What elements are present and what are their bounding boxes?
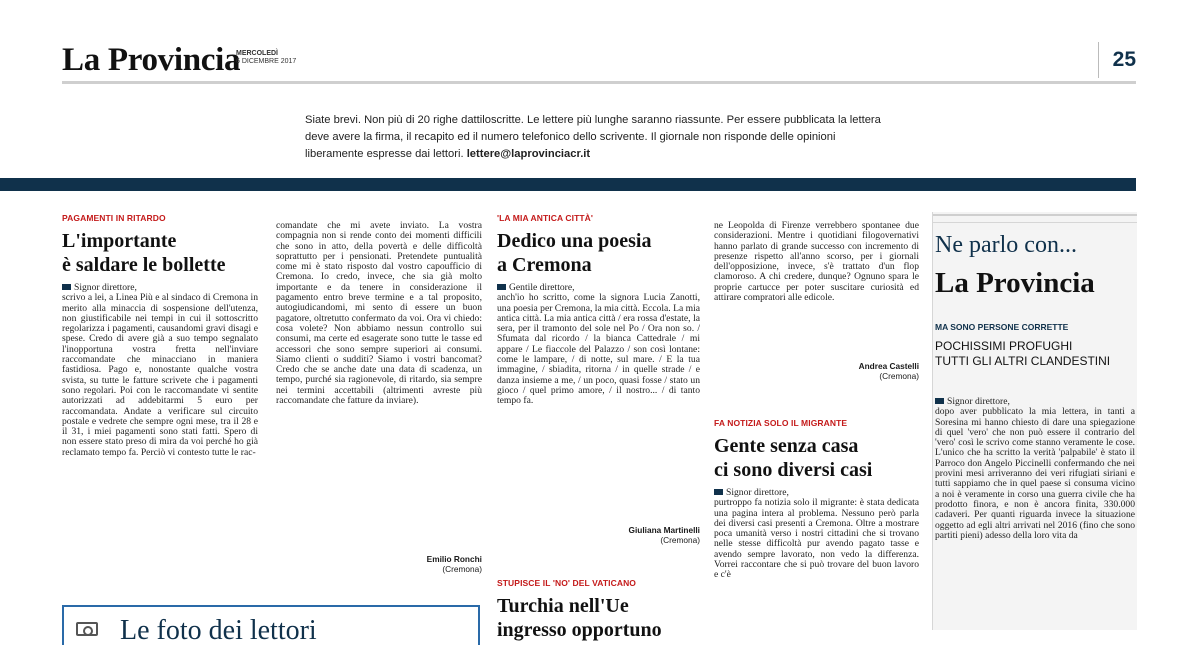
article-salutation: Gentile direttore, [509,283,575,293]
author-city: (Cremona) [879,371,919,381]
article-body-continued: comandate che mi avete inviato. La vostra compagnia non si rende conto dei momenti difficili che sono in atto, della povertà e delle difficoltà soprattutto per i pensionati. Pretendete puntualità come mi è stato risposto dal vostro capoufficio di Cremona. Io credo, invece, che sia già molto importante e da tenere in considerazione il pagamento entro breve termine e a tal proposito, autogiudicandomi, mi sento di essere un buon pagatore, oltretutto confermato da voi. Ora vi chiedo: cosa volete? Non abbiamo nessun controllo sui consumi, ma certe ed esagerate sono tutte le tasse ed accessori che sono sempre superiori ai consumi. Siamo clienti o sudditi? Siamo i vostri bancomat? Credo che se anche date una data di scadenza, un tempo, purché sia ragionevole, di ritardo, sia sempre nei termini accettabili (altrimenti avreste più raccomandate che fatture da inviare). [276,221,482,407]
camera-icon [76,622,98,636]
sidebar-kicker: MA SONO PERSONE CORRETTE [935,322,1069,332]
article-signature [714,361,919,381]
author-city: (Cremona) [442,564,482,574]
article-body [497,283,700,519]
masthead [62,42,1136,88]
article-kicker: FA NOTIZIA SOLO IL MIGRANTE [714,418,848,428]
masthead-divider [1098,42,1099,78]
issue-weekday: MERCOLEDÌ [236,50,278,57]
newspaper-title: La Provincia [62,42,241,78]
article-kicker: STUPISCE IL 'NO' DEL VATICANO [497,578,637,588]
issue-date [236,50,296,66]
sidebar-ne-parlo [932,212,1137,630]
article-kicker: 'LA MIA ANTICA CITTÀ' [497,213,594,223]
article-body [62,283,258,579]
reader-photos-title: Le foto dei lettori [120,615,317,646]
article-body-continued: ne Leopolda di Firenze verrebbero spontanee due considerazioni. Mentre i quotidiani filogovernativi hanno parlato di grande successo con incremento di presenze rispetto all'anno scorso, per i giornali dell'opposizione, invece, s'è trattato d'un flop clamoroso. A chi credere, dunque? Ognuno spara le proprie cartucce per poter suscitare curiosità ed attirare compratori alle edicole. [714,221,919,304]
author-name: Emilio Ronchi [426,554,482,564]
author-name: Andrea Castelli [858,361,919,371]
article-turchia [497,578,700,648]
article-headline: Turchia nell'Ue ingresso opportuno [497,595,662,641]
article-headline: Gente senza casa ci sono diversi casi [714,435,873,481]
article-text: scrivo a lei, a Linea Più e al sindaco di Cremona in merito alla minaccia di sospensione dell'utenza, non giustificabile nei tempi in cui il sottoscritto regolarizza i pagamenti, causandomi gravi disagi e spese. Credo di avere già a suo tempo segnalato l'inopportuna vostra fretta nell'inviare raccomandate che minacciano in maniera fastidiosa. Pago e, nonostante qualche vostra svista, su tutte le fatture scrivete che i pagamenti sono regolari. Poi con le raccomandate vi sentite autorizzati ad addebitarmi 5 euro per raccomandata. Andate a verificare sul circuito postale e vedrete che sempre ogni mese, tra il 28 e il 31, i miei pagamenti sono stati fatti. Spero di non essere stato preso di mira da voi perché ho già reclamato tempo fa. Perciò vi contesto tutte le rac- [62,292,258,458]
bullet-square [62,284,71,290]
masthead-rule [62,81,1136,84]
author-city: (Cremona) [660,535,700,545]
sidebar-text: dopo aver pubblicato la mia lettera, in tanti a Soresina mi hanno chiesto di dare una spiegazione di quel 'vero' che non può essere il contrario del 'vero' così le scrivo come stanno veramente le cose. L'unico che ha scritto la verità 'palpabile' è stato il Parroco don Angelo Piccinelli confermando che nei provini mesi arriveranno dei veri rifugiati siriani e tutti sappiamo che in quel paese si consuma vicino a noi è veramente in corso una guerra civile che ha prodotto finora, e non è ancora finita, 330.000 cadaveri. Per quanti riguarda invece la situazione oggetto ad egli altri arrivati nel 2016 (fino che sono partiti pieni) adesso della loro vita da [935,406,1135,541]
article-poesia [497,213,700,545]
reader-photos-box [62,605,480,645]
article-text: purtroppo fa notizia solo il migrante: è stata dedicata una pagina intera al problema. Nessuno però parla dei diversi casi presenti a Cremona. Oltre a mostrare poca umanità verso i nostri cittadini che si trovano nelle stesse difficoltà pur avendo pagato tasse e avendo sempre lavorato, non vedo la differenza. Vorrei raccontare che si può trovare del buon lavoro e c'è [714,497,919,581]
sidebar-salutation: Signor direttore, [947,397,1010,407]
article-kicker: PAGAMENTI IN RITARDO [62,213,166,223]
article-pagamenti [62,213,258,579]
article-headline: L'importante è saldare le bollette [62,230,226,276]
article-migrante [714,418,919,638]
letters-email: lettere@laprovinciacr.it [466,148,591,160]
issue-date-text: 6 DICEMBRE 2017 [236,58,297,65]
letters-policy-text: Siate brevi. Non più di 20 righe dattiloscritte. Le lettere più lunghe saranno riassunte. Per essere pubblicata la lettera deve avere la firma, il recapito ed il numero telefonico dello scrivente. Il giornale non risponde delle opinioni liberamente espresse dai lettori. [305,114,881,160]
sidebar-brand: La Provincia [935,267,1095,299]
article-salutation: Signor direttore, [726,488,789,498]
page-number: 25 [1112,48,1136,71]
article-body [714,488,919,638]
article-leopolda-continued [714,221,919,381]
sidebar-rule [933,214,1137,216]
article-salutation: Signor direttore, [74,283,137,293]
sidebar-body [935,397,1135,630]
bullet-square [935,398,944,404]
article-signature [497,525,700,545]
article-signature [276,554,482,574]
article-text: anch'io ho scritto, come la signora Lucia Zanotti, una poesia per Cremona, la mia città. Eccola. La mia antica città. La mia antica città / era rossa d'estate, la sera, per il tramonto del sole nel Po / Ora non so. / Sfumata dal ricordo / la bianca Cattedrale / mi appare / Le fiaccole del Palazzo / son così lontane: come le lampare, / di notte, sul mare. / E la tua immagine, / sbiadita, ritorna / in quelle strade / e danza insieme a me, / un poco, quasi fosse / stato un gioco / quel primo amore, / il nostro... / di tanto tempo fa. [497,292,700,407]
sidebar-rule [933,222,1137,223]
article-pagamenti-continued [276,221,482,574]
bullet-square [497,284,506,290]
sidebar-headline: POCHISSIMI PROFUGHI TUTTI GLI ALTRI CLANDESTINI [935,339,1111,368]
author-name: Giuliana Martinelli [628,525,700,535]
sidebar-title: Ne parlo con... [935,232,1077,258]
section-bar [0,178,1136,191]
bullet-square [714,489,723,495]
article-headline: Dedico una poesia a Cremona [497,230,652,276]
letters-policy [305,112,895,163]
